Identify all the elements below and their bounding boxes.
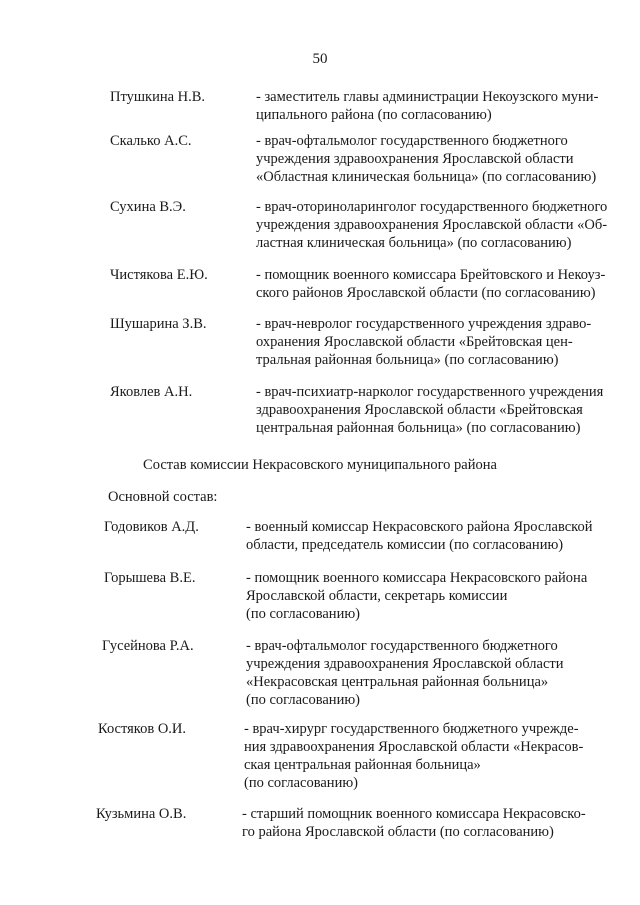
description-line: «Областная клиническая больница» (по согласованию) xyxy=(256,169,597,185)
member-description xyxy=(256,88,618,124)
member-name: Птушкина Н.В. xyxy=(110,89,206,105)
description-line: центральная районная больница» (по согласованию) xyxy=(256,420,581,436)
description-line: ская центральная районная больница» xyxy=(244,757,481,773)
description-line: тральная районная больница» (по согласованию) xyxy=(256,352,559,368)
description-line: области, председатель комиссии (по согласованию) xyxy=(246,537,564,553)
member-description xyxy=(246,637,610,709)
member-description xyxy=(256,198,618,252)
description-line: - заместитель главы администрации Некоузского муни- xyxy=(256,89,599,105)
page-number: 50 xyxy=(312,51,328,67)
description-line: учреждения здравоохранения Ярославской области xyxy=(256,151,574,167)
member-name: Годовиков А.Д. xyxy=(104,519,199,535)
description-line: охранения Ярославской области «Брейтовская цен- xyxy=(256,334,573,350)
member-name: Яковлев А.Н. xyxy=(110,384,193,400)
member-description xyxy=(256,383,618,437)
description-line: - военный комиссар Некрасовского района Ярославской xyxy=(246,519,593,535)
description-line: ния здравоохранения Ярославской области «Некрасов- xyxy=(244,739,584,755)
description-line: - врач-психиатр-нарколог государственного учреждения xyxy=(256,384,604,400)
description-line: - старший помощник военного комиссара Некрасовско- xyxy=(242,806,586,822)
description-line: учреждения здравоохранения Ярославской области xyxy=(246,656,564,672)
description-line: учреждения здравоохранения Ярославской области «Об- xyxy=(256,217,608,233)
member-description xyxy=(242,805,602,841)
description-line: - врач-невролог государственного учреждения здраво- xyxy=(256,316,592,332)
section-heading: Состав комиссии Некрасовского муниципального района xyxy=(143,457,497,473)
description-line: (по согласованию) xyxy=(246,692,360,708)
description-line: ского районов Ярославской области (по согласованию) xyxy=(256,285,596,301)
member-name: Гусейнова Р.А. xyxy=(102,638,194,654)
member-name: Горышева В.Е. xyxy=(104,570,196,586)
description-line: - помощник военного комиссара Некрасовского района xyxy=(246,570,588,586)
member-name: Костяков О.И. xyxy=(98,721,187,737)
description-line: - врач-оториноларинголог государственного бюджетного xyxy=(256,199,608,215)
description-line: здравоохранения Ярославской области «Брейтовская xyxy=(256,402,583,418)
description-line: ципального района (по согласованию) xyxy=(256,107,492,123)
member-name: Шушарина З.В. xyxy=(110,316,207,332)
description-line: - врач-офтальмолог государственного бюджетного xyxy=(256,133,568,149)
member-description xyxy=(256,266,618,302)
member-name: Чистякова Е.Ю. xyxy=(110,267,208,283)
description-line: «Некрасовская центральная районная больница» xyxy=(246,674,549,690)
description-line: го района Ярославской области (по согласованию) xyxy=(242,824,554,840)
member-description xyxy=(244,720,604,792)
member-name: Кузьмина О.В. xyxy=(96,806,187,822)
description-line: - врач-офтальмолог государственного бюджетного xyxy=(246,638,558,654)
member-name: Сухина В.Э. xyxy=(110,199,186,215)
description-line: - врач-хирург государственного бюджетного учрежде- xyxy=(244,721,579,737)
section-subheading: Основной состав: xyxy=(108,489,218,505)
description-line: (по согласованию) xyxy=(244,775,358,791)
member-description xyxy=(256,132,618,186)
member-description xyxy=(246,569,610,623)
member-description xyxy=(256,315,618,369)
member-name: Скалько А.С. xyxy=(110,133,192,149)
member-description xyxy=(246,518,610,554)
description-line: (по согласованию) xyxy=(246,606,360,622)
description-line: ластная клиническая больница» (по согласованию) xyxy=(256,235,572,251)
description-line: Ярославской области, секретарь комиссии xyxy=(246,588,508,604)
description-line: - помощник военного комиссара Брейтовского и Некоуз- xyxy=(256,267,606,283)
